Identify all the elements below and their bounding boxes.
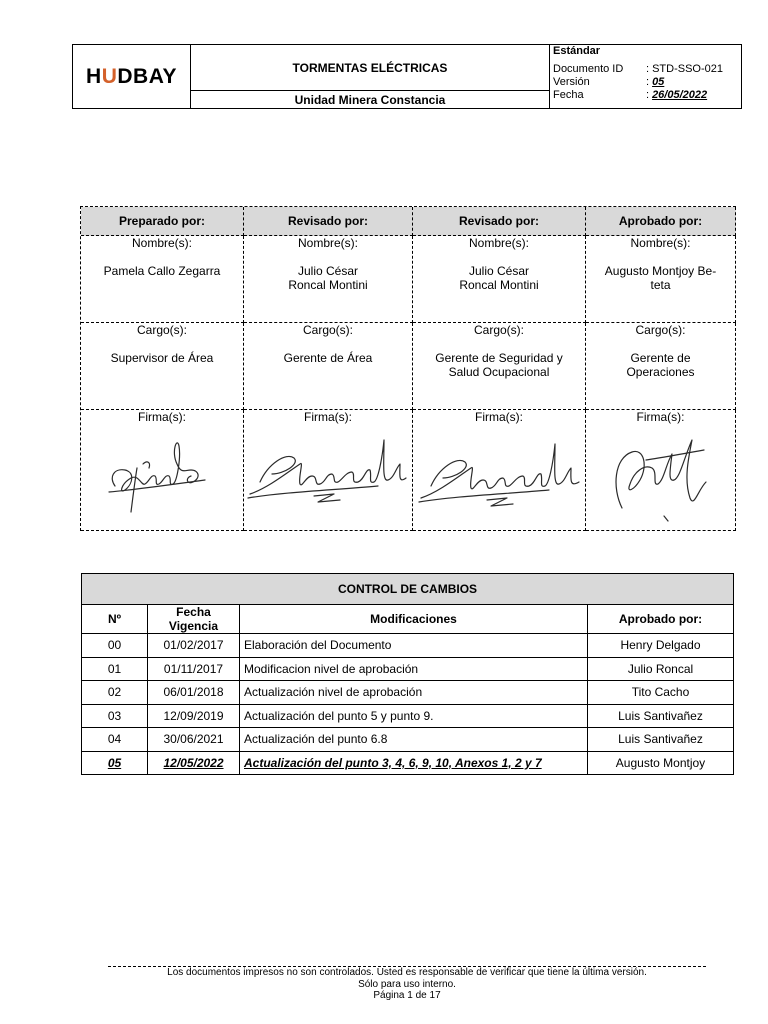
document-title: TORMENTAS ELÉCTRICAS	[191, 45, 549, 91]
name-cell	[81, 236, 244, 323]
version-label: Versión	[553, 76, 590, 88]
signature-cell	[244, 410, 413, 531]
handwritten-signature-icon	[586, 424, 735, 524]
position-label: Cargo(s):	[473, 323, 524, 337]
row-number: 03	[82, 705, 148, 729]
logo-mark-u: U	[101, 65, 118, 88]
version-value: 05	[652, 76, 665, 88]
change-control-title: CONTROL DE CAMBIOS	[82, 574, 734, 605]
handwritten-signature-icon	[81, 424, 243, 524]
position-label: Cargo(s):	[635, 323, 686, 337]
role-header-prepared: Preparado por:	[81, 207, 244, 236]
person-position: Gerente de Área	[283, 351, 373, 365]
signature-cell	[81, 410, 244, 531]
position-cell	[586, 323, 736, 410]
handwritten-signature-icon	[244, 424, 412, 524]
date-value: 26/05/2022	[652, 89, 708, 101]
row-date: 06/01/2018	[148, 681, 240, 705]
name-cell	[413, 236, 586, 323]
column-header-modifications: Modificaciones	[240, 605, 588, 634]
position-cell	[81, 323, 244, 410]
current-row-date-cell	[148, 752, 240, 776]
document-id-row	[553, 63, 741, 76]
date-row	[553, 89, 741, 102]
approvals-table	[80, 206, 736, 531]
row-modification: Elaboración del Documento	[240, 634, 588, 658]
date-label: Fecha	[553, 89, 584, 101]
person-name: Julio César Roncal Montini	[288, 264, 368, 292]
current-row-modification: Actualización del punto 3, 4, 6, 9, 10, Anexos 1, 2 y 7	[244, 755, 542, 770]
row-number: 01	[82, 658, 148, 682]
separator: :	[646, 89, 650, 101]
name-label: Nombre(s):	[468, 236, 529, 250]
row-number: 02	[82, 681, 148, 705]
row-approved-by: Tito Cacho	[588, 681, 734, 705]
logo-letters-dbay: DBAY	[117, 65, 177, 88]
row-modification: Actualización del punto 6.8	[240, 728, 588, 752]
row-modification: Actualización nivel de aprobación	[240, 681, 588, 705]
row-approved-by: Luis Santivañez	[588, 728, 734, 752]
row-number: 00	[82, 634, 148, 658]
footer-internal-use: Sólo para uso interno.	[358, 978, 456, 990]
row-modification: Actualización del punto 5 y punto 9.	[240, 705, 588, 729]
signature-label: Firma(s):	[475, 410, 523, 424]
row-approved-by: Henry Delgado	[588, 634, 734, 658]
column-header-date: Fecha Vigencia	[148, 605, 240, 634]
site-name: Unidad Minera Constancia	[294, 92, 446, 107]
position-cell	[244, 323, 413, 410]
person-name: Augusto Montjoy Be- teta	[604, 264, 717, 292]
role-header-reviewed-1: Revisado por:	[244, 207, 413, 236]
row-date: 30/06/2021	[148, 728, 240, 752]
row-date: 01/11/2017	[148, 658, 240, 682]
document-id-label: Documento ID	[553, 63, 624, 75]
name-label: Nombre(s):	[297, 236, 358, 250]
person-name: Julio César Roncal Montini	[459, 264, 539, 292]
current-row-number: 05	[107, 755, 122, 770]
signature-cell	[586, 410, 736, 531]
name-label: Nombre(s):	[630, 236, 691, 250]
footer-disclaimer: Los documentos impresos no son controlados. Usted es responsable de verificar que tiene la última versión.	[167, 967, 647, 978]
row-approved-by: Julio Roncal	[588, 658, 734, 682]
signature-cell	[413, 410, 586, 531]
row-date: 01/02/2017	[148, 634, 240, 658]
signature-label: Firma(s):	[636, 410, 685, 424]
signature-label: Firma(s):	[304, 410, 352, 424]
title-cell	[191, 45, 550, 108]
document-type: Estándar	[553, 45, 601, 57]
hudbay-logo	[86, 66, 177, 87]
person-position: Gerente de Seguridad y Salud Ocupacional	[435, 351, 563, 379]
page-footer	[108, 966, 706, 1002]
column-header-approved-by: Aprobado por:	[588, 605, 734, 634]
page-number: Página 1 de 17	[373, 990, 441, 1001]
current-row-number-cell	[82, 752, 148, 776]
row-number: 04	[82, 728, 148, 752]
role-header-reviewed-2: Revisado por:	[413, 207, 586, 236]
name-label: Nombre(s):	[131, 236, 192, 250]
current-row-approved-by: Augusto Montjoy	[588, 752, 734, 776]
row-date: 12/09/2019	[148, 705, 240, 729]
person-position: Supervisor de Área	[110, 351, 214, 365]
current-row-modification-cell	[240, 752, 588, 776]
role-header-approved: Aprobado por:	[586, 207, 736, 236]
person-name: Pamela Callo Zegarra	[103, 264, 221, 278]
handwritten-signature-icon	[413, 424, 585, 524]
current-row-date: 12/05/2022	[163, 755, 224, 770]
change-control-table	[81, 573, 734, 775]
name-cell	[244, 236, 413, 323]
column-header-number: Nº	[82, 605, 148, 634]
row-modification: Modificacion nivel de aprobación	[240, 658, 588, 682]
separator: :	[646, 76, 650, 88]
separator: :	[646, 63, 650, 75]
row-approved-by: Luis Santivañez	[588, 705, 734, 729]
document-id-value: STD-SSO-021	[652, 63, 723, 75]
document-info	[550, 45, 741, 108]
version-row	[553, 76, 741, 89]
position-label: Cargo(s):	[302, 323, 353, 337]
name-cell	[586, 236, 736, 323]
logo-letter-h: H	[86, 65, 102, 88]
position-label: Cargo(s):	[136, 323, 187, 337]
position-cell	[413, 323, 586, 410]
signature-label: Firma(s):	[138, 410, 186, 424]
logo-cell	[73, 45, 191, 108]
person-position: Gerente de Operaciones	[626, 351, 695, 379]
document-fields	[553, 63, 741, 102]
document-header	[72, 44, 742, 109]
